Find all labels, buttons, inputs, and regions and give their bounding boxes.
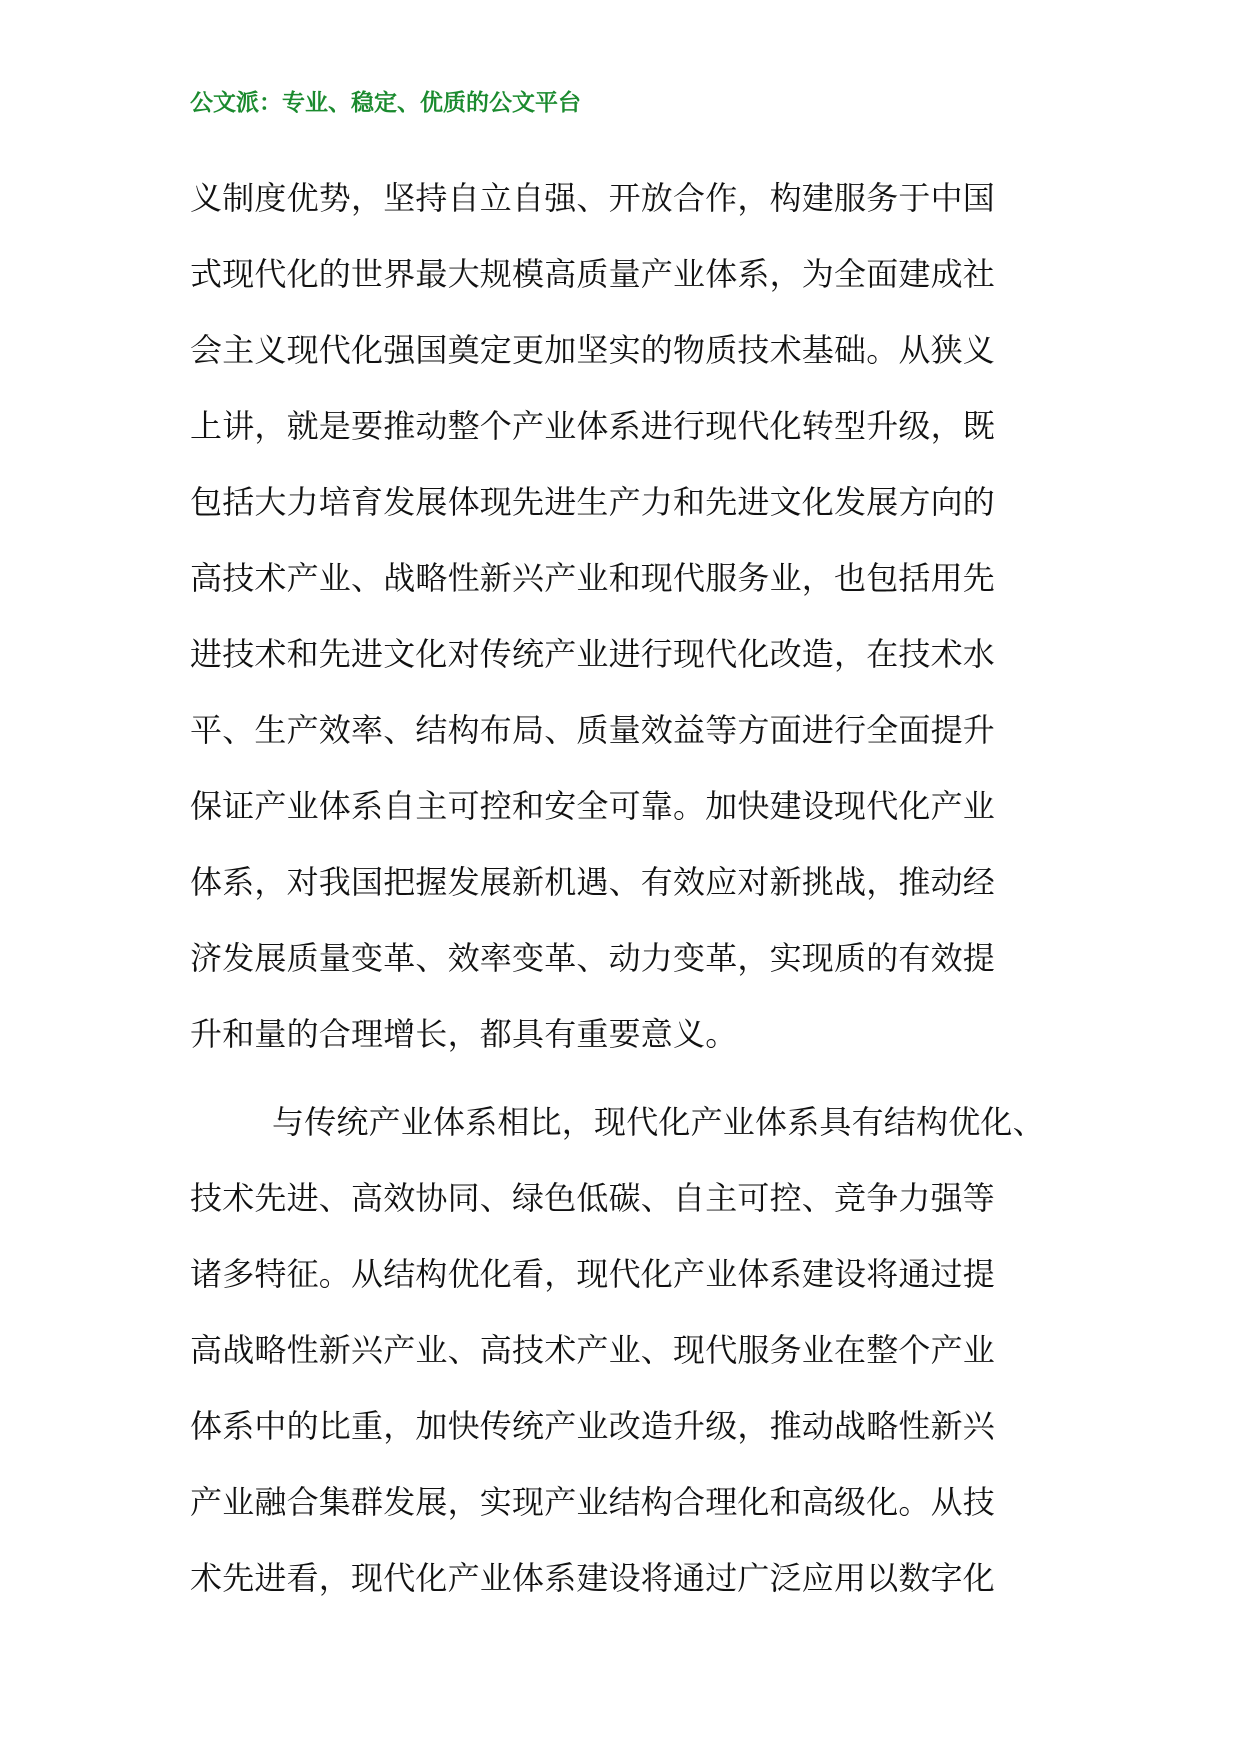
text-line: 义制度优势，坚持自立自强、开放合作，构建服务于中国 (190, 179, 996, 217)
text-line: 诸多特征。从结构优化看，现代化产业体系建设将通过提 (190, 1255, 996, 1293)
text-line: 高战略性新兴产业、高技术产业、现代服务业在整个产业 (190, 1331, 996, 1369)
text-line: 高技术产业、战略性新兴产业和现代服务业，也包括用先 (190, 559, 996, 597)
site-header-title: 公文派：专业、稳定、优质的公文平台 (190, 89, 581, 116)
text-line: 包括大力培育发展体现先进生产力和先进文化发展方向的 (190, 483, 996, 521)
text-line: 济发展质量变革、效率变革、动力变革，实现质的有效提 (190, 939, 996, 977)
paragraph-1 (190, 172, 1070, 1084)
paragraph-2 (190, 1096, 1070, 1628)
document-body (190, 172, 1070, 1628)
text-line: 保证产业体系自主可控和安全可靠。加快建设现代化产业 (190, 787, 996, 825)
text-line: 升和量的合理增长，都具有重要意义。 (190, 1015, 738, 1053)
text-line: 体系，对我国把握发展新机遇、有效应对新挑战，推动经 (190, 863, 996, 901)
paragraph-spacer (190, 1084, 1070, 1096)
text-line: 上讲，就是要推动整个产业体系进行现代化转型升级，既 (190, 407, 996, 445)
text-line: 进技术和先进文化对传统产业进行现代化改造，在技术水 (190, 635, 996, 673)
text-line: 会主义现代化强国奠定更加坚实的物质技术基础。从狭义 (190, 331, 996, 369)
text-line: 产业融合集群发展，实现产业结构合理化和高级化。从技 (190, 1483, 996, 1521)
text-line: 体系中的比重，加快传统产业改造升级，推动战略性新兴 (190, 1407, 996, 1445)
text-line-indented: 与传统产业体系相比，现代化产业体系具有结构优化、 (272, 1103, 1045, 1141)
text-line: 式现代化的世界最大规模高质量产业体系，为全面建成社 (190, 255, 996, 293)
text-line: 平、生产效率、结构布局、质量效益等方面进行全面提升 (190, 711, 996, 749)
text-line: 技术先进、高效协同、绿色低碳、自主可控、竞争力强等 (190, 1179, 996, 1217)
text-line: 术先进看，现代化产业体系建设将通过广泛应用以数字化 (190, 1559, 996, 1597)
